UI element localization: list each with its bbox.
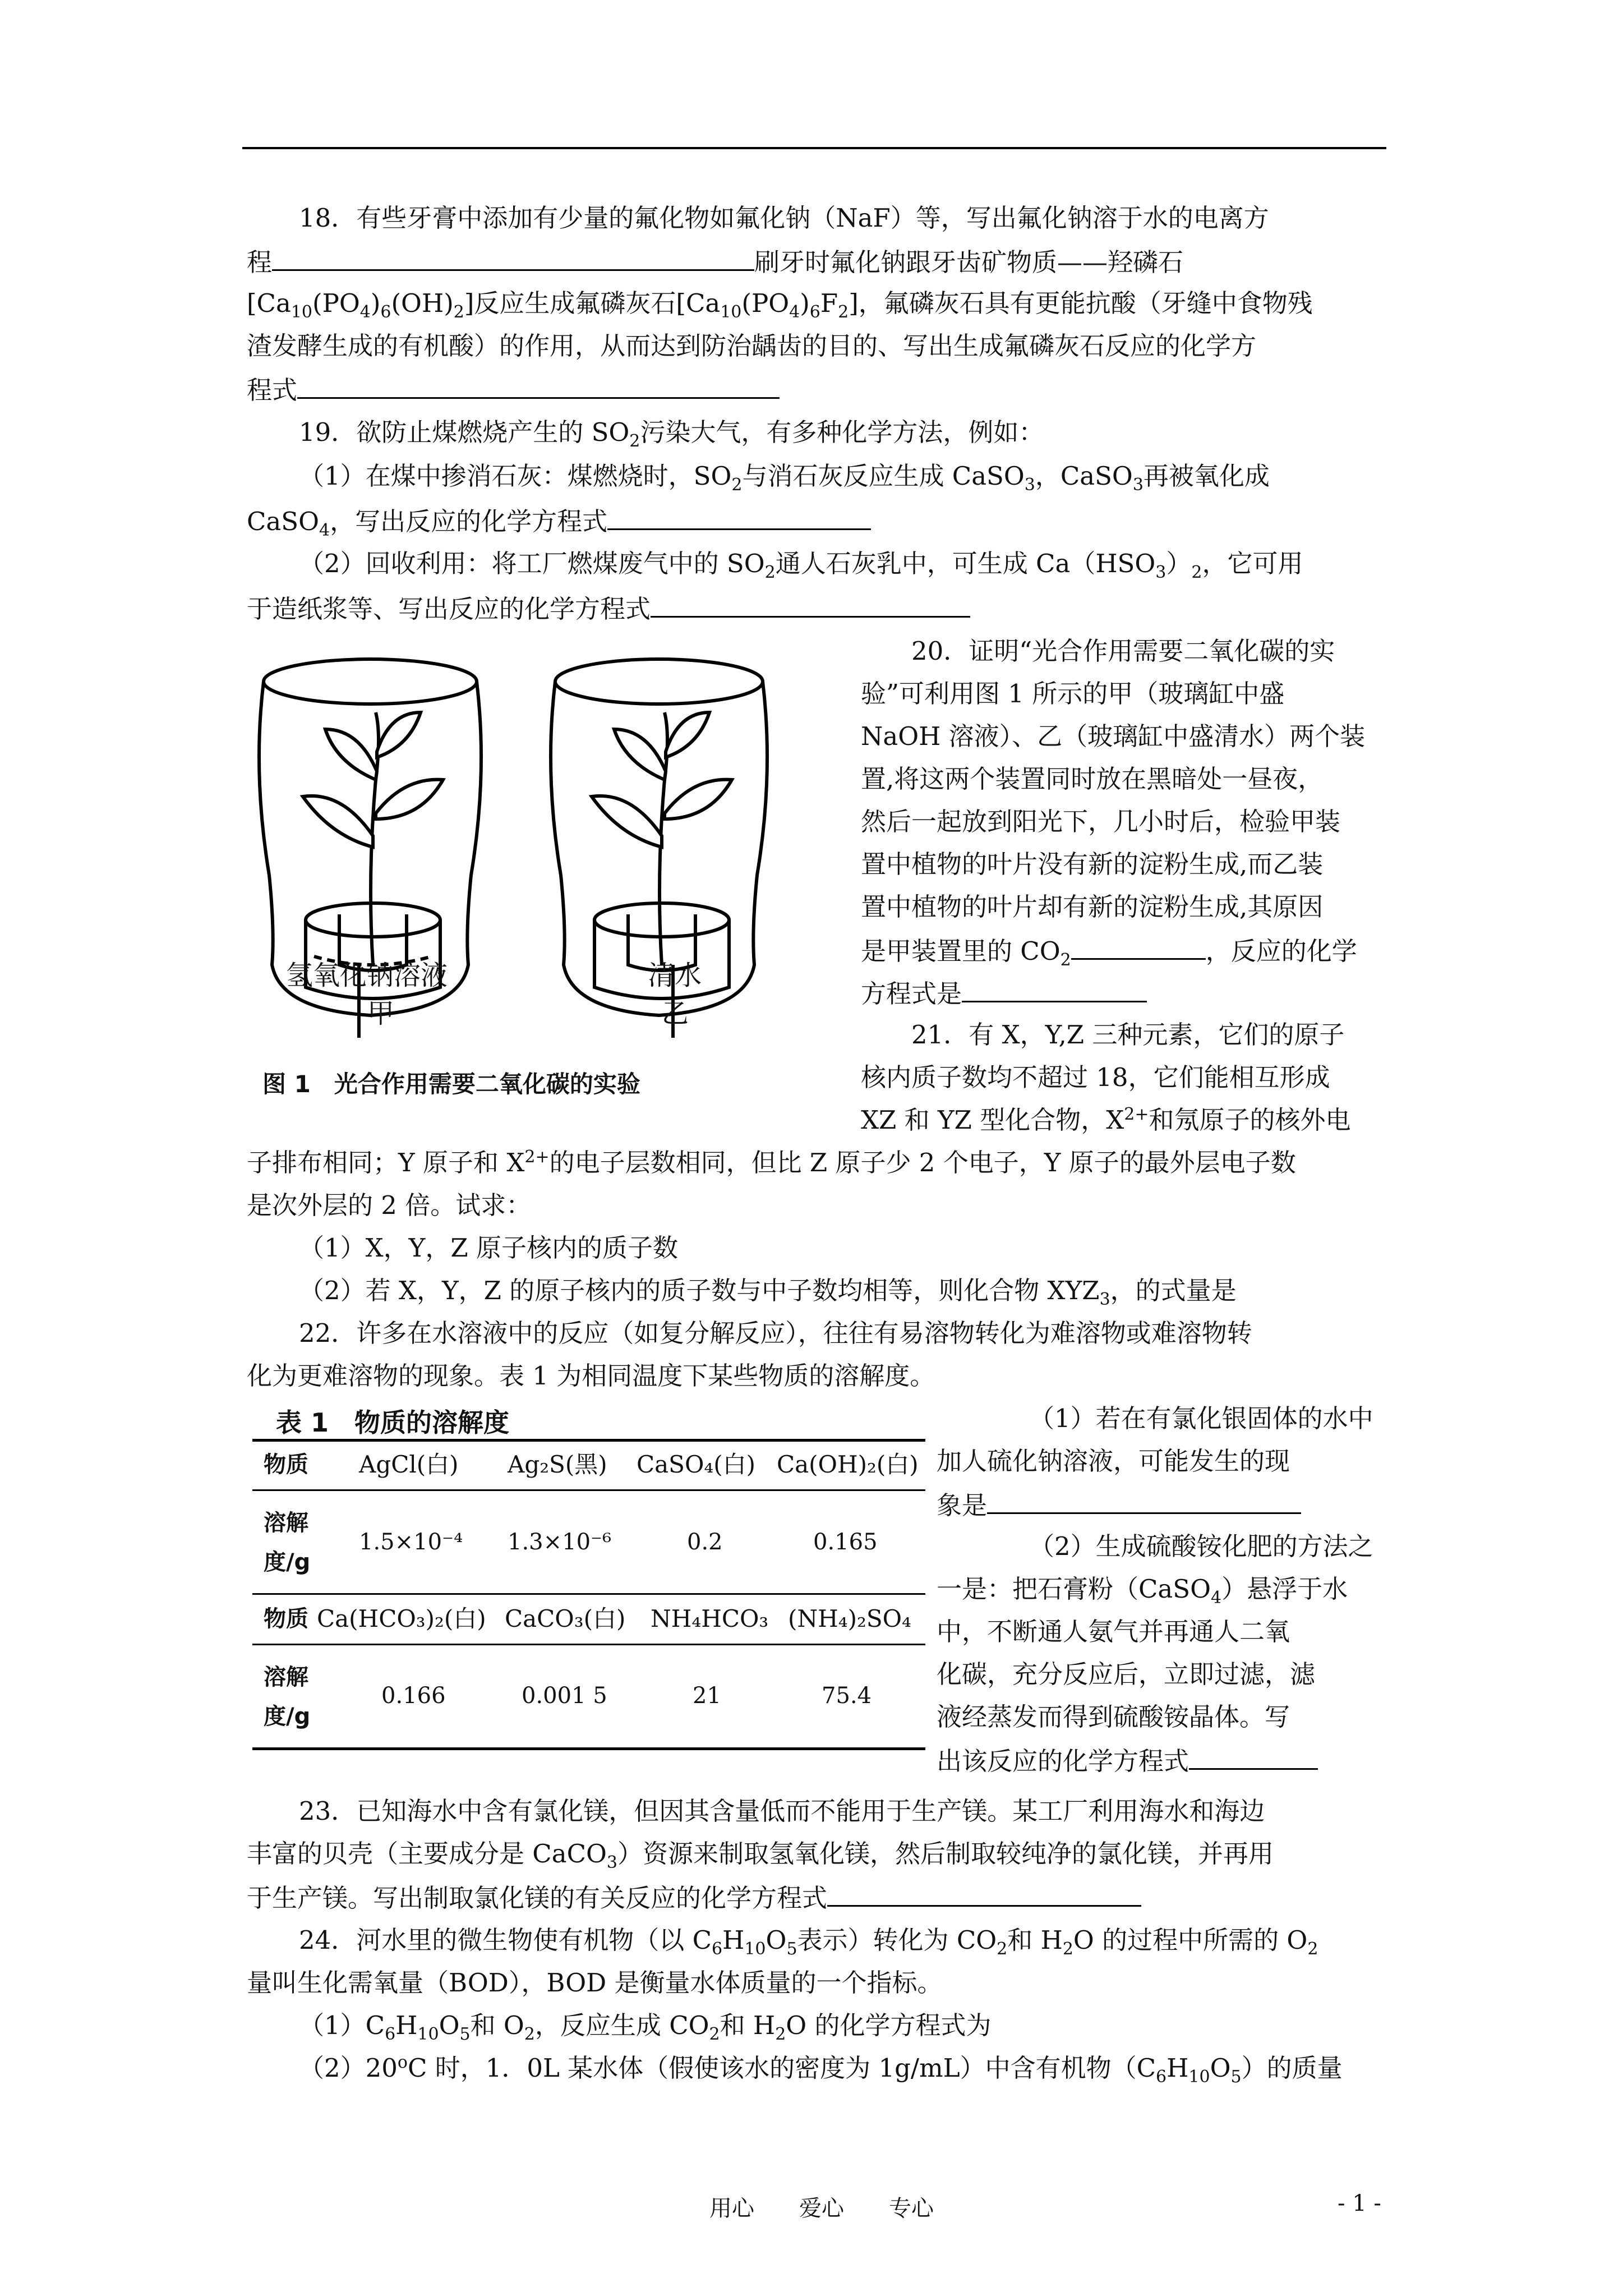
q23-line3: 于生产镁。写出制取氯化镁的有关反应的化学方程式: [247, 1878, 1141, 1917]
q20-line1: 20．证明“光合作用需要二氧化碳的实: [911, 636, 1335, 666]
q22-right-line1: （1）若在有氯化银固体的水中: [1029, 1404, 1373, 1433]
q21-line3: XZ 和 YZ 型化合物，$X^{2+}$和氖原子的核外电: [861, 1105, 1351, 1135]
q22-right-line5: 一是：把石膏粉（CaSO$_4$）悬浮于水: [937, 1574, 1348, 1608]
q18-line1: 18．有些牙膏中添加有少量的氟化物如氟化钠（NaF）等，写出氟化钠溶于水的电离方: [299, 203, 1269, 233]
q21-line1: 21．有 X，Y,Z 三种元素，它们的原子: [911, 1020, 1345, 1050]
q21-line4: 子排布相同；Y 原子和 $X^{2+}$的电子层数相同，但比 Z 原子少 2 个电子，Y 原子的最外层电子数: [247, 1147, 1296, 1177]
page-number: - 1 -: [1338, 2191, 1381, 2216]
q20-line8: 是甲装置里的 $CO_2$ ，反应的化学: [861, 931, 1357, 970]
q20-line2: 验”可利用图 1 所示的甲（玻璃缸中盛: [861, 679, 1285, 708]
table-bottom-rule: [252, 1747, 925, 1750]
q22-right-line9: 出该反应的化学方程式: [937, 1741, 1318, 1780]
q21-line5: 是次外层的 2 倍。试求：: [247, 1190, 532, 1220]
q20-line5: 然后一起放到阳光下，几小时后，检验甲装: [861, 807, 1341, 836]
table-rule-4: [252, 1644, 925, 1645]
q21-line2: 核内质子数均不超过 18，它们能相互形成: [861, 1062, 1330, 1092]
q19-line4: （2）回收利用：将工厂燃煤废气中的 $SO_2$通人石灰乳中，可生成 $Ca(HSO_3)_2$，它可用: [299, 549, 1303, 582]
q18-line4: 渣发酵生成的有机酸）的作用，从而达到防治龋齿的目的、写出生成氟磷灰石反应的化学方: [247, 331, 1257, 361]
figure-right-label: 清水: [648, 960, 702, 991]
figure-left-label: 氢氧化钠溶液: [286, 960, 448, 991]
q21-line6: （1）X，Y，Z 原子核内的质子数: [299, 1233, 678, 1263]
q18-line2: 程 刷牙时氟化钠跟牙齿矿物质——羟磷石: [247, 242, 1183, 281]
q22-right-line3: 象是: [937, 1485, 1301, 1524]
figure-1: [247, 651, 813, 1111]
q19-line1: 19．欲防止煤燃烧产生的 $SO_2$污染大气，有多种化学方法，例如：: [299, 417, 1044, 451]
q22-line2: 化为更难溶物的现象。表 1 为相同温度下某些物质的溶解度。: [247, 1361, 935, 1391]
footer-motto: 用心 爱心 专心: [709, 2196, 934, 2221]
q19-line3: CaSO$_4$，写出反应的化学方程式: [247, 501, 871, 540]
q22-right-line6: 中，不断通人氨气并再通人二氧: [937, 1617, 1290, 1646]
q20-line6: 置中植物的叶片没有新的淀粉生成,而乙装: [861, 849, 1324, 879]
q23-line1: 23．已知海水中含有氯化镁，但因其含量低而不能用于生产镁。某工厂利用海水和海边: [299, 1796, 1265, 1826]
figure-right-sublabel: 乙: [662, 998, 689, 1029]
table-top-rule: [252, 1439, 925, 1442]
q22-right-line4: （2）生成硫酸铵化肥的方法之: [1029, 1531, 1373, 1561]
q24-line4: （2）20$^o$C 时，1．0L 某水体（假使该水的密度为 1g/mL）中含有机物$(C_6H_{10}O_5)$的质量: [299, 2053, 1343, 2087]
q22-right-line8: 液经蒸发而得到硫酸铵晶体。写: [937, 1702, 1290, 1732]
q20-line9: 方程式是: [861, 974, 1147, 1013]
q23-line2: 丰富的贝壳（主要成分是 CaCO$_3$）资源来制取氢氧化镁，然后制取较纯净的氯化镁，并再用: [247, 1839, 1274, 1872]
q19-line5: 于造纸浆等、写出反应的化学方程式: [247, 589, 970, 628]
figure-1-drawing: [247, 651, 813, 1111]
q18-line3: $[Ca_{10}(PO_4)_6(OH)_2]$反应生成氟磷灰石$[Ca_{10}(PO_4)_6F_2]$，氟磷灰石具有更能抗酸（牙缝中食物残: [247, 288, 1313, 322]
q22-right-line2: 加人硫化钠溶液，可能发生的现: [937, 1446, 1290, 1476]
table-rule-2: [252, 1489, 925, 1491]
q22-right-line7: 化碳，充分反应后，立即过滤，滤: [937, 1659, 1316, 1689]
figure-1-caption: 图 1 光合作用需要二氧化碳的实验: [262, 1070, 640, 1098]
q18-line5: 程式: [247, 370, 780, 409]
table-rule-3: [252, 1593, 925, 1595]
q20-line3: NaOH 溶液）、乙（玻璃缸中盛清水）两个装: [861, 721, 1366, 751]
figure-left-sublabel: 甲: [367, 998, 395, 1029]
q19-line2: （1）在煤中掺消石灰：煤燃烧时，$SO_2$与消石灰反应生成 CaSO$_3$，CaSO$_3$再被氧化成: [299, 461, 1270, 495]
q21-line7: （2）若 X，Y，Z 的原子核内的质子数与中子数均相等，则化合物 $XYZ_3$，的式量是: [299, 1276, 1237, 1309]
table-1-title: 表 1 物质的溶解度: [276, 1407, 510, 1438]
q20-line7: 置中植物的叶片却有新的淀粉生成,其原因: [861, 892, 1324, 922]
q22-line1: 22．许多在水溶液中的反应（如复分解反应），往往有易溶物转化为难溶物或难溶物转: [299, 1318, 1252, 1348]
q24-line2: 量叫生化需氧量（BOD），BOD 是衡量水体质量的一个指标。: [247, 1968, 943, 1998]
header-rule: [242, 147, 1386, 149]
q24-line3: $(1)C_6H_{10}O_5$和 $O_2$，反应生成 $CO_2$和 $H_2O$ 的化学方程式为: [299, 2010, 992, 2044]
q20-line4: 置,将这两个装置同时放在黑暗处一昼夜，: [861, 764, 1324, 794]
q24-line1: 24．河水里的微生物使有机物（以 $C_6H_{10}O_5$表示）转化为 $CO_2$和 $H_2O$ 的过程中所需的 $O_2$: [299, 1925, 1318, 1959]
